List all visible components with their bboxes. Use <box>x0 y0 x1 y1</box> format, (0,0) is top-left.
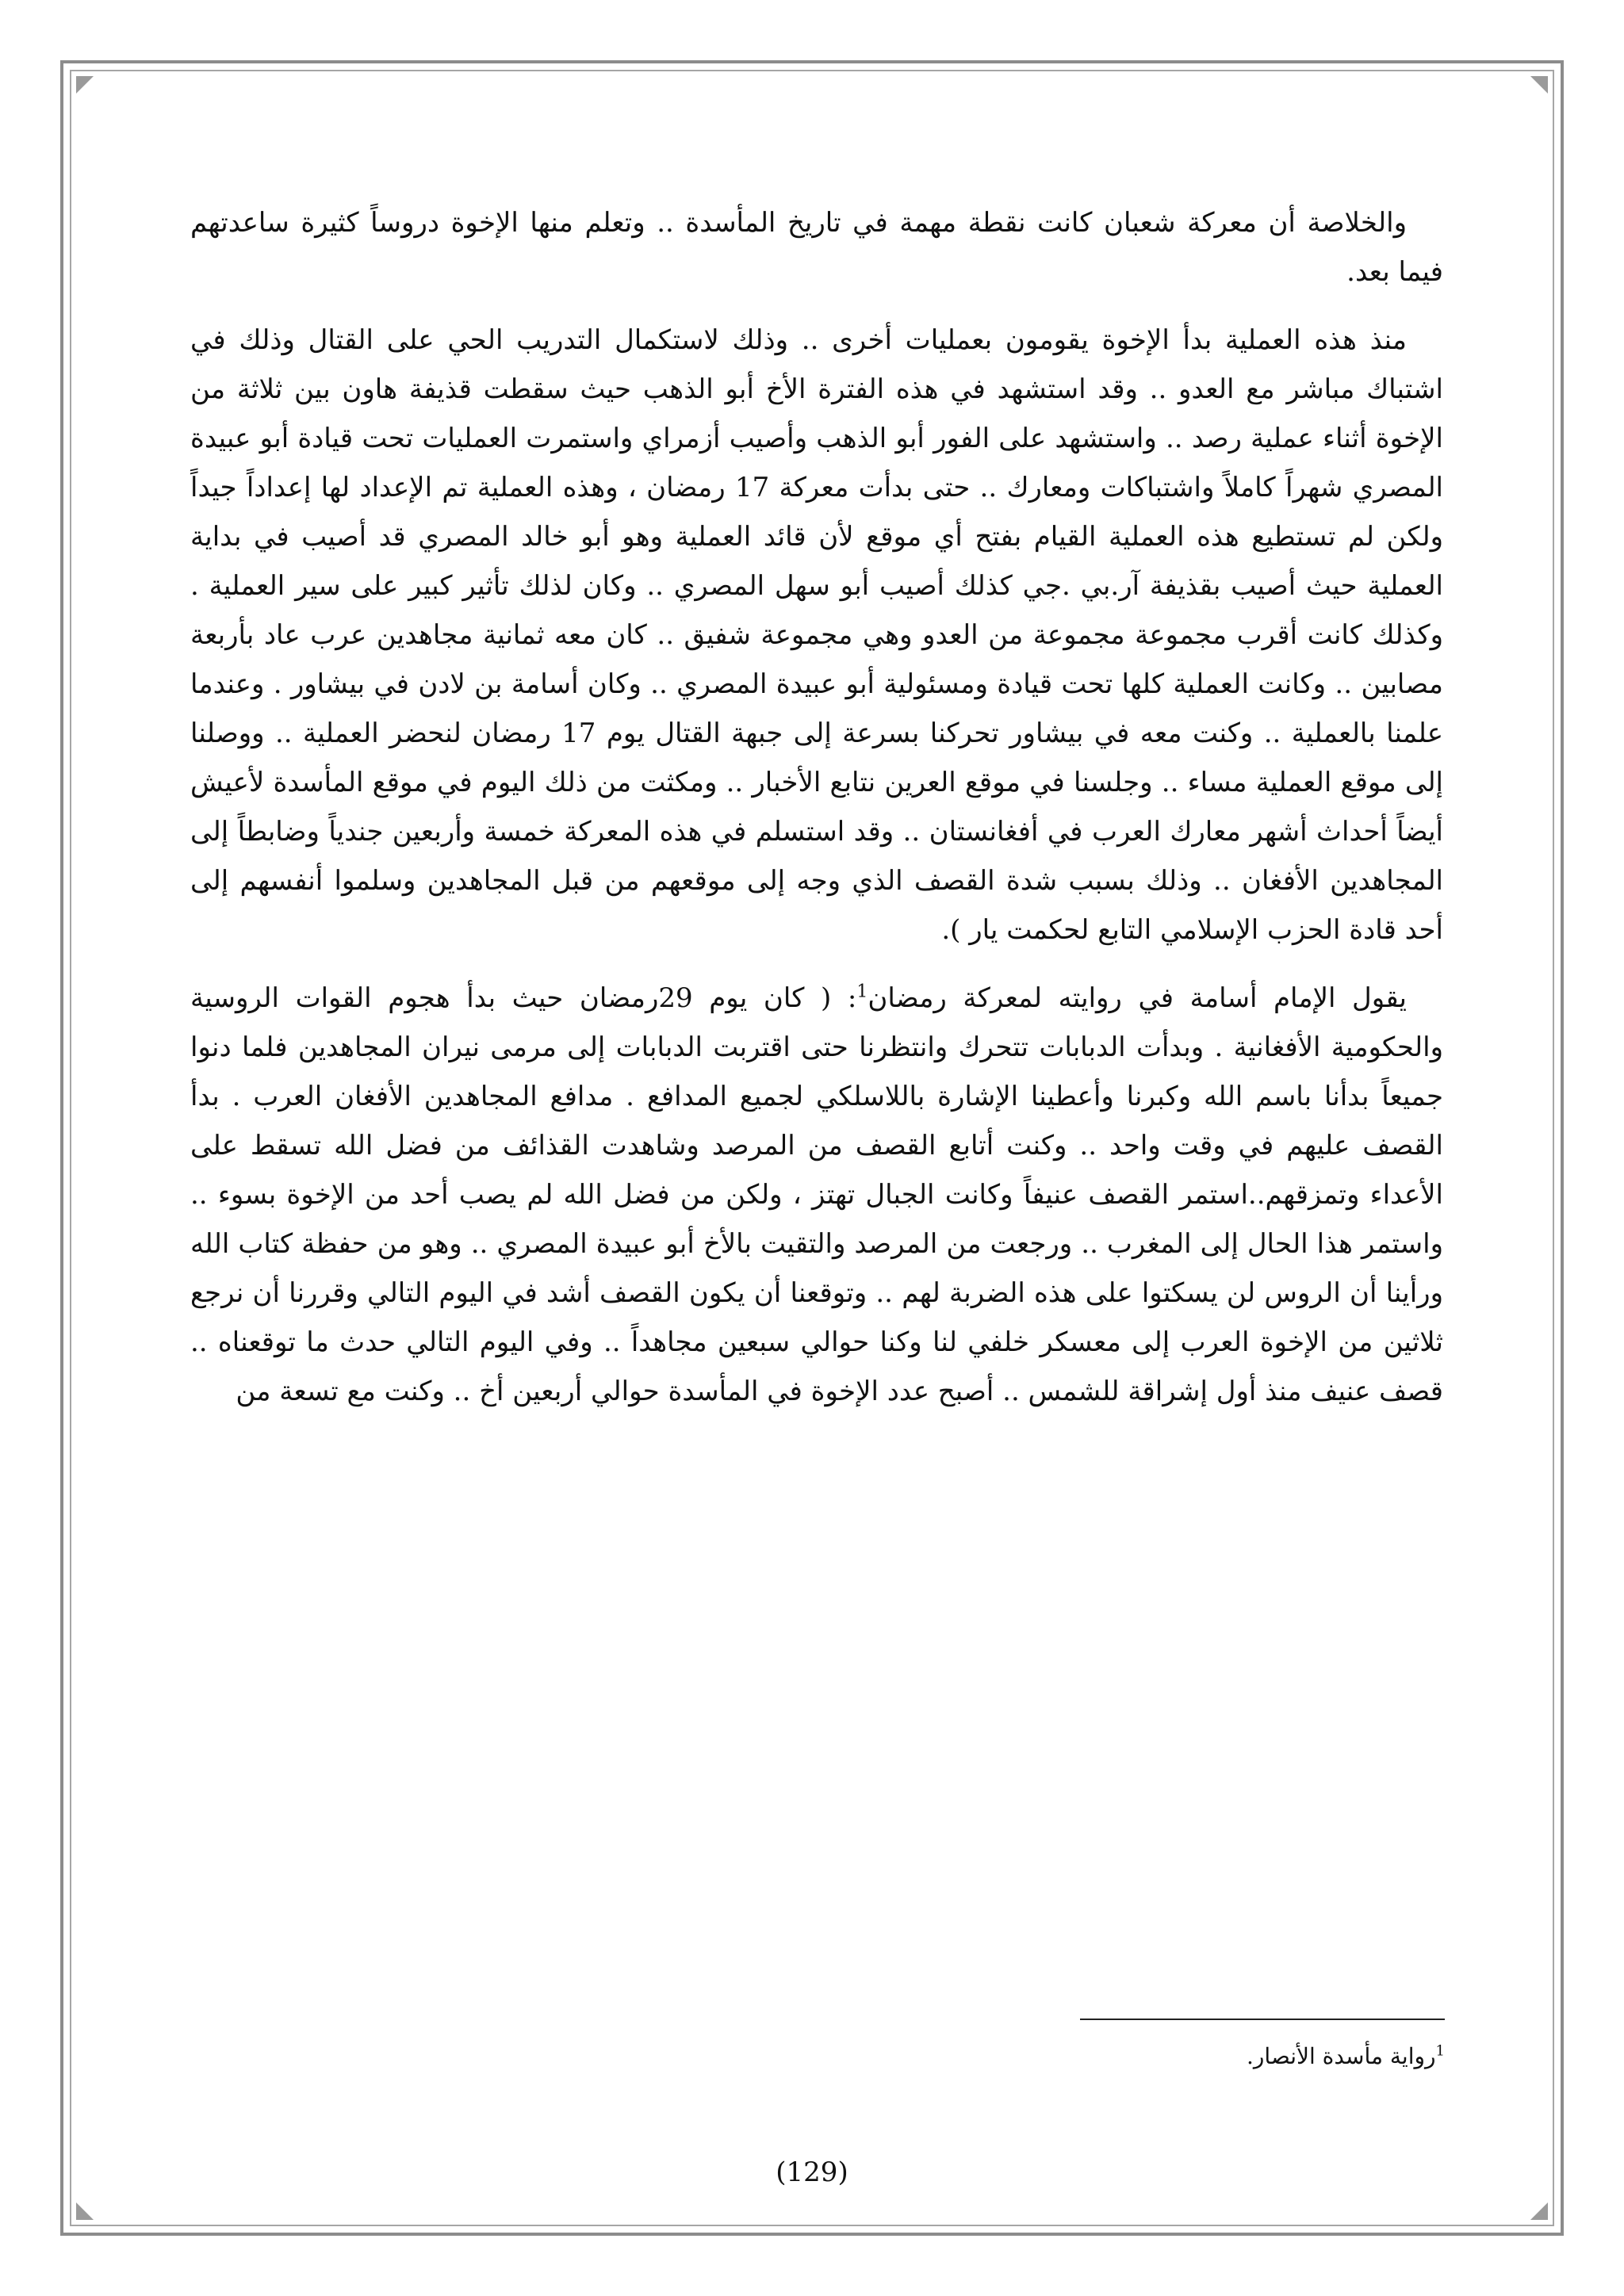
corner-ornament-top-right <box>1530 76 1548 94</box>
page-number: (129) <box>776 2156 848 2188</box>
body-text <box>190 198 1443 1435</box>
footnote-separator <box>1080 2019 1445 2020</box>
corner-ornament-bottom-left <box>76 2202 94 2220</box>
footnote-marker: 1 <box>1435 2042 1445 2060</box>
paragraph-ramadan-text-rest: : ( كان يوم 29رمضان حيث بدأ هجوم القوات الروسية والحكومية الأفغانية . وبدأت الدبابات تتحرك وانتظرنا حتى اقتربت الدبابات إلى مرمى نيران المجاهدين فلما دنوا جميعاً بدأنا باسم الله وكبرنا وأعطينا الإشارة باللاسلكي لجميع المدافع . مدافع المجاهدين الأفغان العرب . بدأ القصف عليهم في وقت واحد .. وكنت أتابع القصف من المرصد وشاهدت القذائف من فضل الله تسقط على الأعداء وتمزقهم..استمر القصف عنيفاً وكانت الجبال تهتز ، ولكن من فضل الله لم يصب أحد من الإخوة بسوء .. واستمر هذا الحال إلى المغرب .. ورجعت من المرصد والتقيت بالأخ أبو عبيدة المصري .. وهو من حفظة كتاب الله ورأينا أن الروس لن يسكتوا على هذه الضربة لهم .. وتوقعنا أن يكون القصف أشد في اليوم التالي وقررنا أن نرجع ثلاثين من الإخوة العرب إلى معسكر خلفي لنا وكنا حوالي سبعين مجاهداً .. وفي اليوم التالي حدث ما توقعناه .. قصف عنيف منذ أول إشراقة للشمس .. أصبح عدد الإخوة في المأسدة حوالي أربعين أخ .. وكنت مع تسعة من <box>190 982 1443 1407</box>
footnote-reference[interactable]: 1 <box>856 982 868 1002</box>
paragraph-ramadan-battle <box>190 974 1443 1416</box>
footnote-text: رواية مأسدة الأنصار. <box>1246 2043 1436 2069</box>
corner-ornament-top-left <box>76 76 94 94</box>
corner-ornament-bottom-right <box>1530 2202 1548 2220</box>
footnote <box>983 2041 1445 2072</box>
paragraph-ramadan-text-start: يقول الإمام أسامة في روايته لمعركة رمضان <box>868 982 1407 1014</box>
paragraph-conclusion: والخلاصة أن معركة شعبان كانت نقطة مهمة في تاريخ المأسدة .. وتعلم منها الإخوة دروساً كثيرة ساعدتهم فيما بعد. <box>190 207 1443 288</box>
paragraph-operations: منذ هذه العملية بدأ الإخوة يقومون بعمليات أخرى .. وذلك لاستكمال التدريب الحي على القتال وذلك في اشتباك مباشر مع العدو .. وقد استشهد في هذه الفترة الأخ أبو الذهب حيث سقطت قذيفة هاون بين ثلاثة من الإخوة أثناء عملية رصد .. واستشهد على الفور أبو الذهب وأصيب أزمراي واستمرت العمليات تحت قيادة أبو عبيدة المصري شهراً كاملاً واشتباكات ومعارك .. حتى بدأت معركة 17 رمضان ، وهذه العملية تم الإعداد لها إعداداً جيداً ولكن لم تستطيع هذه العملية القيام بفتح أي موقع لأن قائد العملية وهو أبو خالد المصري قد أصيب في بداية العملية حيث أصيب بقذيفة آر.بي .جي كذلك أصيب أبو سهل المصري .. وكان لذلك تأثير كبير على سير العملية . وكذلك كانت أقرب مجموعة مجموعة من العدو وهي مجموعة شفيق .. كان معه ثمانية مجاهدين عرب عاد بأربعة مصابين .. وكانت العملية كلها تحت قيادة ومسئولية أبو عبيدة المصري .. وكان أسامة بن لادن في بيشاور . وعندما علمنا بالعملية .. وكنت معه في بيشاور تحركنا بسرعة إلى جبهة القتال يوم 17 رمضان لنحضر العملية .. ووصلنا إلى موقع العملية مساء .. وجلسنا في موقع العرين نتابع الأخبار .. ومكثت من ذلك اليوم في موقع المأسدة لأعيش أيضاً أحداث أشهر معارك العرب في أفغانستان .. وقد استسلم في هذه المعركة خمسة وأربعين جندياً وضابطاً إلى المجاهدين الأفغان .. وذلك بسبب شدة القصف الذي وجه إلى موقعهم من قبل المجاهدين وسلموا أنفسهم إلى أحد قادة الحزب الإسلامي التابع لحكمت يار ). <box>190 324 1444 946</box>
